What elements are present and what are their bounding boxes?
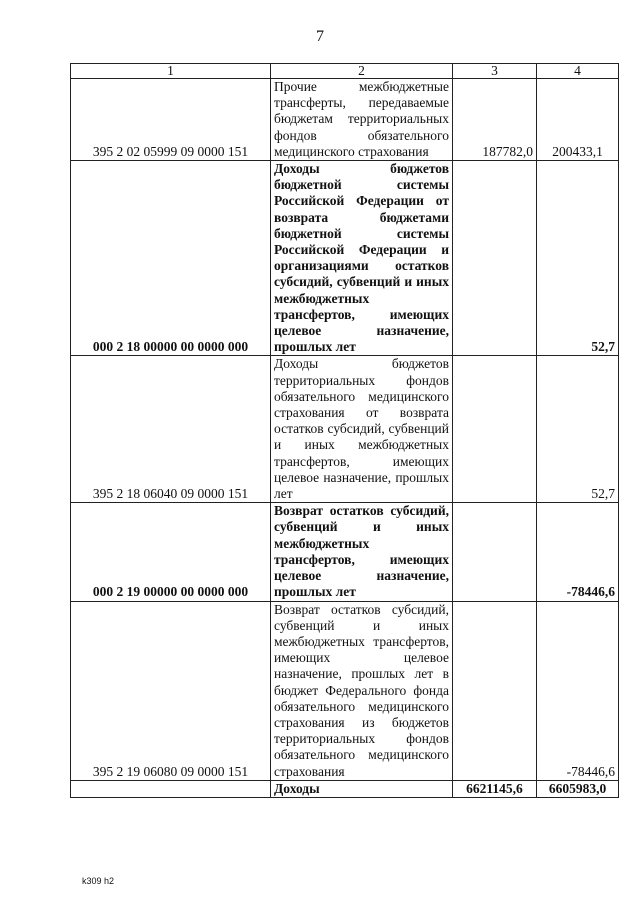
amount-col3-cell: 187782,0 <box>453 79 537 161</box>
budget-code-cell: 395 2 02 05999 09 0000 151 <box>71 79 271 161</box>
header-col-1: 1 <box>71 64 271 79</box>
table-row <box>71 356 619 503</box>
income-name-cell: Возврат остатков субсидий, субвенций и иных межбюджетных трансфертов, имеющих целевое назначение, прошлых лет <box>271 503 453 601</box>
amount-col3-cell <box>453 161 537 356</box>
budget-code-cell: 000 2 19 00000 00 0000 000 <box>71 503 271 601</box>
table-row <box>71 503 619 601</box>
income-name-cell: Прочие межбюджетные трансферты, передаваемые бюджетам территориальных фондов обязательного медицинского страхования <box>271 79 453 161</box>
amount-col4-cell: 52,7 <box>537 356 619 503</box>
total-code-cell <box>71 780 271 797</box>
income-name-cell: Доходы бюджетов территориальных фондов обязательного медицинского страхования от возврата остатков субсидий, субвенций и иных межбюджетных трансфертов, имеющих целевое назначение, прошлых лет <box>271 356 453 503</box>
amount-col3-cell <box>453 356 537 503</box>
header-col-3: 3 <box>453 64 537 79</box>
amount-col3-cell <box>453 601 537 780</box>
table-row <box>71 601 619 780</box>
amount-col4-cell: 200433,1 <box>537 79 619 161</box>
page-number: 7 <box>316 28 324 45</box>
table-row <box>71 79 619 161</box>
budget-code-cell: 000 2 18 00000 00 0000 000 <box>71 161 271 356</box>
total-label: Доходы <box>271 780 453 797</box>
total-col3-cell: 6621145,6 <box>453 780 537 797</box>
amount-col4-cell: 52,7 <box>537 161 619 356</box>
amount-col4-cell: -78446,6 <box>537 601 619 780</box>
total-row <box>71 780 619 797</box>
table-row <box>71 161 619 356</box>
total-col4-cell: 6605983,0 <box>537 780 619 797</box>
header-col-4: 4 <box>537 64 619 79</box>
header-col-2: 2 <box>271 64 453 79</box>
budget-code-cell: 395 2 18 06040 09 0000 151 <box>71 356 271 503</box>
table-header-row <box>71 64 619 79</box>
amount-col3-cell <box>453 503 537 601</box>
document-footer-code: k309 h2 <box>82 876 115 886</box>
income-name-cell: Возврат остатков субсидий, субвенций и иных межбюджетных трансфертов, имеющих целевое назначение, прошлых лет в бюджет Федерального фонда обязательного медицинского страхования из бюджетов территориальных фондов обязательного медицинского страхования <box>271 601 453 780</box>
budget-income-table <box>70 63 619 798</box>
amount-col4-cell: -78446,6 <box>537 503 619 601</box>
budget-code-cell: 395 2 19 06080 09 0000 151 <box>71 601 271 780</box>
income-name-cell: Доходы бюджетов бюджетной системы Российской Федерации от возврата бюджетами бюджетной системы Российской Федерации и организациями остатков субсидий, субвенций и иных межбюджетных трансфертов, имеющих целевое назначение, прошлых лет <box>271 161 453 356</box>
